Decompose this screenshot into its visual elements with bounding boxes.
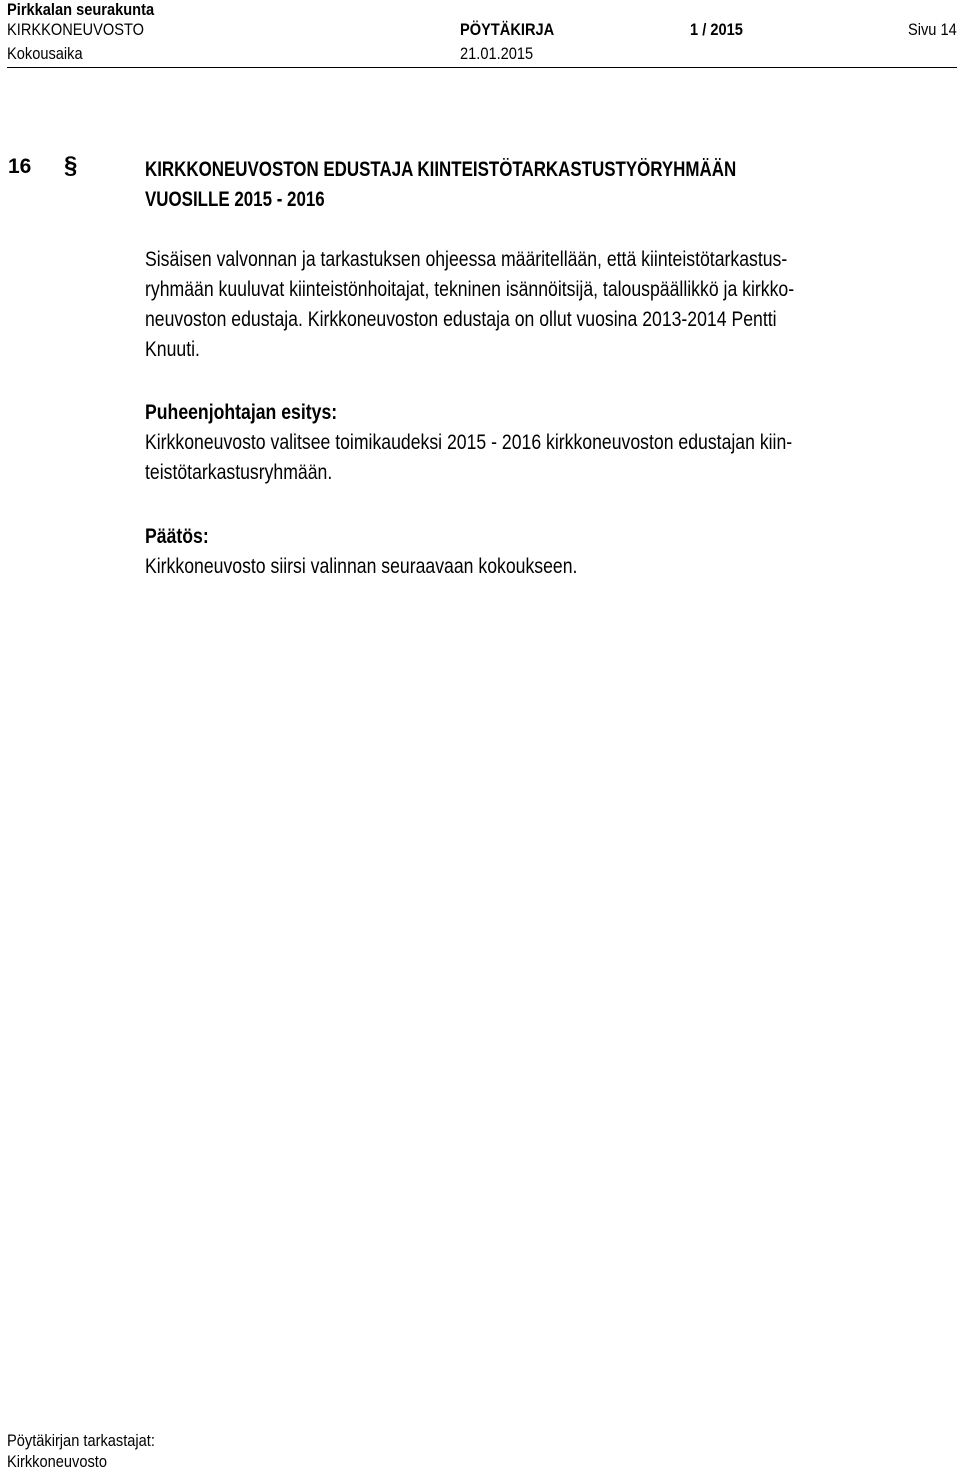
organization-name: Pirkkalan seurakunta <box>7 0 155 19</box>
paragraph-line: Knuuti. <box>145 338 200 361</box>
proposal-line: teistötarkastusryhmään. <box>145 461 333 484</box>
footer-body: Kirkkoneuvosto <box>7 1452 107 1471</box>
section-title-line: VUOSILLE 2015 - 2016 <box>145 188 325 211</box>
body-name: KIRKKONEUVOSTO <box>7 20 145 39</box>
document-type: PÖYTÄKIRJA <box>460 20 555 39</box>
decision-label: Päätös: <box>145 525 209 548</box>
footer-checkers-label: Pöytäkirjan tarkastajat: <box>7 1431 155 1450</box>
proposal-block <box>145 398 915 488</box>
meeting-label: Kokousaika <box>7 44 83 63</box>
page-number: Sivu 14 <box>908 20 957 39</box>
header-divider <box>7 67 957 68</box>
paragraph-line: ryhmään kuuluvat kiinteistönhoitajat, tekninen isännöitsijä, talouspäällikkö ja kirkko- <box>145 278 795 301</box>
document-number: 1 / 2015 <box>690 20 743 39</box>
proposal-label: Puheenjohtajan esitys: <box>145 401 338 424</box>
proposal-line: Kirkkoneuvosto valitsee toimikaudeksi 2015 - 2016 kirkkoneuvoston edustajan kiin- <box>145 431 793 454</box>
section-mark: § <box>64 152 78 179</box>
section-title <box>145 155 878 215</box>
paragraph-line: neuvoston edustaja. Kirkkoneuvoston edustaja on ollut vuosina 2013-2014 Pentti <box>145 308 777 331</box>
paragraph-line: Sisäisen valvonnan ja tarkastuksen ohjeessa määritellään, että kiinteistötarkastus- <box>145 248 788 271</box>
section-title-line: KIRKKONEUVOSTON EDUSTAJA KIINTEISTÖTARKASTUSTYÖRYHMÄÄN <box>145 158 737 181</box>
decision-text: Kirkkoneuvosto siirsi valinnan seuraavaan kokoukseen. <box>145 555 578 578</box>
intro-paragraph <box>145 245 918 365</box>
decision-block <box>145 522 660 582</box>
meeting-date: 21.01.2015 <box>460 44 534 63</box>
section-number: 16 <box>8 155 32 178</box>
document-header <box>7 0 957 70</box>
